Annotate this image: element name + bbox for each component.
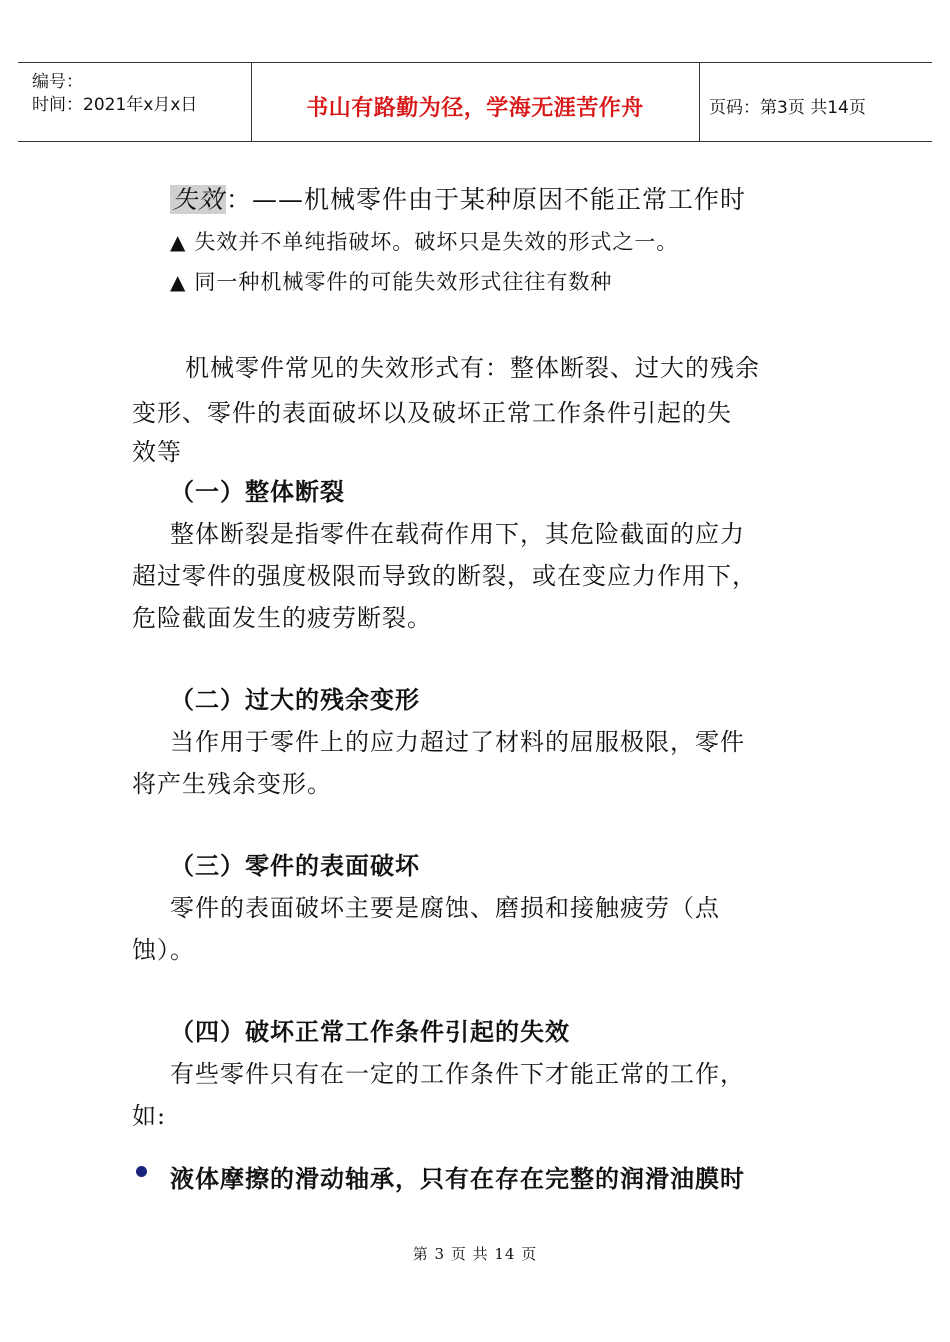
definition-note-2 <box>170 266 612 296</box>
definition-note-1 <box>170 226 678 256</box>
motto: 书山有路勤为径，学海无涯苦作舟 <box>306 96 644 121</box>
date-label: 时间：2021年x月x日 <box>32 95 198 115</box>
section-heading-1: （一）整体断裂 <box>170 478 345 506</box>
section-1-line-2: 超过零件的强度极限而导致的断裂，或在变应力作用下， <box>132 562 757 590</box>
header-right-cell <box>699 63 932 141</box>
section-heading-3: （三）零件的表面破坏 <box>170 852 420 880</box>
serial-label: 编号： <box>32 72 83 92</box>
section-1-line-3: 危险截面发生的疲劳断裂。 <box>132 604 432 632</box>
section-1-line-1: 整体断裂是指零件在载荷作用下，其危险截面的应力 <box>170 520 745 548</box>
intro-line-3: 效等 <box>132 438 182 466</box>
intro-line-1: 机械零件常见的失效形式有：整体断裂、过大的残余 <box>185 354 760 382</box>
triangle-icon: ▲ <box>170 270 187 294</box>
bullet-text: 液体摩擦的滑动轴承，只有在存在完整的润滑油膜时 <box>170 1165 745 1193</box>
header-table <box>18 62 932 142</box>
section-2-line-1: 当作用于零件上的应力超过了材料的屈服极限，零件 <box>170 728 745 756</box>
section-heading-2: （二）过大的残余变形 <box>170 686 420 714</box>
section-4-line-2: 如: <box>132 1102 167 1130</box>
note-1-text: 失效并不单纯指破坏。破坏只是失效的形式之一。 <box>194 230 679 254</box>
header-left-cell <box>18 63 252 141</box>
section-3-line-2: 蚀）。 <box>132 936 195 964</box>
bullet-icon <box>136 1166 147 1177</box>
triangle-icon: ▲ <box>170 230 187 254</box>
definition-text: ：——机械零件由于某种原因不能正常工作时 <box>226 185 747 214</box>
page-footer: 第 3 页 共 14 页 <box>412 1245 538 1263</box>
intro-line-2: 变形、零件的表面破坏以及破坏正常工作条件引起的失 <box>132 399 732 427</box>
section-3-line-1: 零件的表面破坏主要是腐蚀、磨损和接触疲劳（点 <box>170 894 720 922</box>
definition-term: 失效 <box>172 185 225 214</box>
section-heading-4: （四）破坏正常工作条件引起的失效 <box>170 1018 570 1046</box>
definition-line <box>170 180 746 216</box>
section-2-line-2: 将产生残余变形。 <box>132 770 332 798</box>
section-4-line-1: 有些零件只有在一定的工作条件下才能正常的工作， <box>170 1060 745 1088</box>
page-info: 页码：第3页 共14页 <box>709 98 866 118</box>
note-2-text: 同一种机械零件的可能失效形式往往有数种 <box>194 270 613 294</box>
header-middle-cell <box>251 63 700 141</box>
